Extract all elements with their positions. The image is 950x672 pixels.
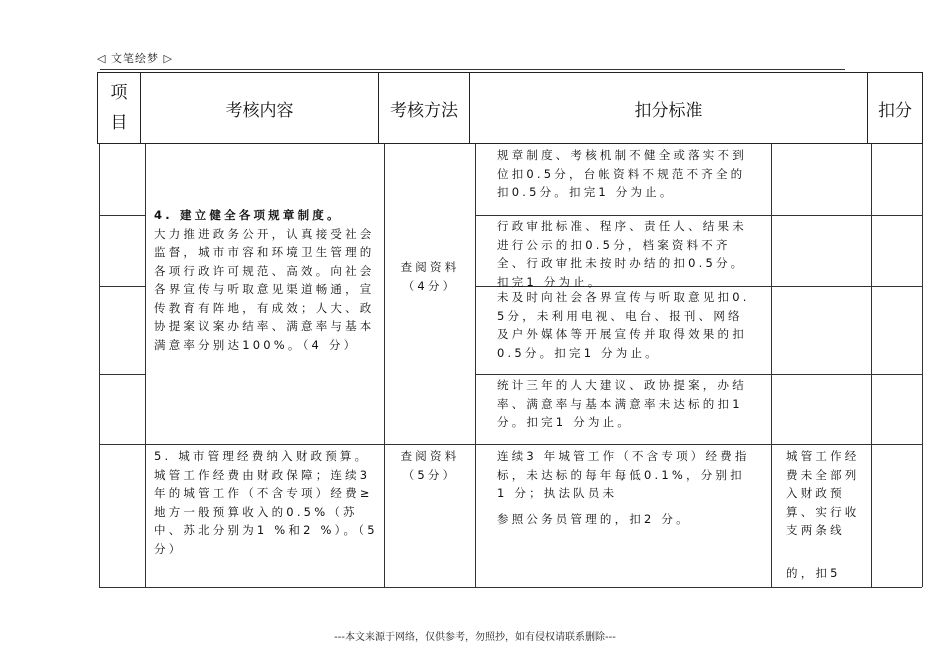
header-item-cell [97, 72, 141, 144]
row5-extra: 城管工作经费未全部列入财政预算、实行收支两条线 [786, 449, 860, 537]
footer-note: ---本文来源于网络，仅供参考，勿照抄，如有侵权请联系删除--- [334, 632, 616, 643]
header-standard-label: 扣分标准 [634, 100, 703, 121]
header-divider [100, 69, 845, 70]
header-deduct-cell [867, 72, 923, 144]
header-item-char-2: 目 [110, 113, 128, 133]
grid-hline-a2 [475, 215, 922, 216]
row4-standard-1: 规章制度、考核机制不健全或落实不到位扣0.5分，台帐资料不规范不齐全的扣0.5分。扣完1 分为止。 [497, 148, 747, 199]
header-standard-cell [469, 72, 868, 144]
row5-content: 5. 城市管理经费纳入财政预算。城管工作经费由财政保障；连续3 年的城管工作（不含专项）经费≥地方一般预算收入的0.5%（苏中、苏北分别为1 %和2 %）。（5 分） [154, 449, 378, 556]
row5-extra-tail: 的，扣5 [786, 566, 841, 580]
row4-content-body: 大力推进政务公开，认真接受社会监督，城市市容和环境卫生管理的各项行政许可规范、高效。向社会各界宣传与听取意见渠道畅通，宣传教育有阵地，有成效；人大、政协提案议案办结率、满意率与基本满意率分别达100%。（4 分） [154, 226, 375, 352]
grid-hline-d [99, 444, 922, 445]
grid-hline-b1 [99, 286, 145, 287]
row4-content [154, 206, 378, 354]
grid-hline-c2 [475, 374, 922, 375]
grid-hline-a1 [99, 215, 145, 216]
header-method-label: 考核方法 [390, 100, 458, 121]
header-content-cell [140, 72, 379, 144]
grid-hline-bottom [99, 587, 922, 588]
grid-vline-7 [922, 144, 923, 587]
row4-method: 查阅资料（4分） [400, 260, 460, 293]
grid-hline-c1 [99, 374, 145, 375]
grid-vline-6 [871, 144, 872, 587]
header-logo: ◁ 文笔绘梦 ▷ [97, 52, 173, 65]
row5-standard-a: 连续3 年城管工作（不含专项）经费指标，未达标的每年每低0.1%，分别扣1 分；执法队员未 [497, 449, 750, 500]
header-deduct-label: 扣分 [878, 100, 912, 121]
row5-standard-b: 参照公务员管理的，扣2 分。 [497, 512, 691, 526]
row4-standard-3: 未及时向社会各界宣传与听取意见扣0.5分，未利用电视、电台、报刊、网络及户外媒体等开展宣传并取得效果的扣0.5分。扣完1 分为止。 [497, 290, 750, 360]
grid-vline-1 [99, 144, 100, 587]
row5-method: 查阅资料（5分） [400, 449, 460, 482]
grid-vline-4 [475, 144, 476, 587]
row4-standard-2: 行政审批标准、程序、责任人、结果未进行公示的扣0.5分，档案资料不齐全、行政审批未按时办结的扣0.5分。扣完1 分为止。 [497, 219, 747, 289]
row4-content-title: 4. 建立健全各项规章制度。 [154, 208, 342, 222]
header-content-label: 考核内容 [225, 100, 294, 121]
header-method-cell [378, 72, 470, 144]
header-item-char-1: 项 [110, 83, 128, 103]
row4-standard-4: 统计三年的人大建议、政协提案，办结率、满意率与基本满意率未达标的扣1 分。扣完1 分为止。 [497, 378, 747, 429]
grid-vline-3 [384, 144, 385, 587]
grid-vline-2 [145, 144, 146, 587]
grid-vline-5 [771, 144, 772, 587]
